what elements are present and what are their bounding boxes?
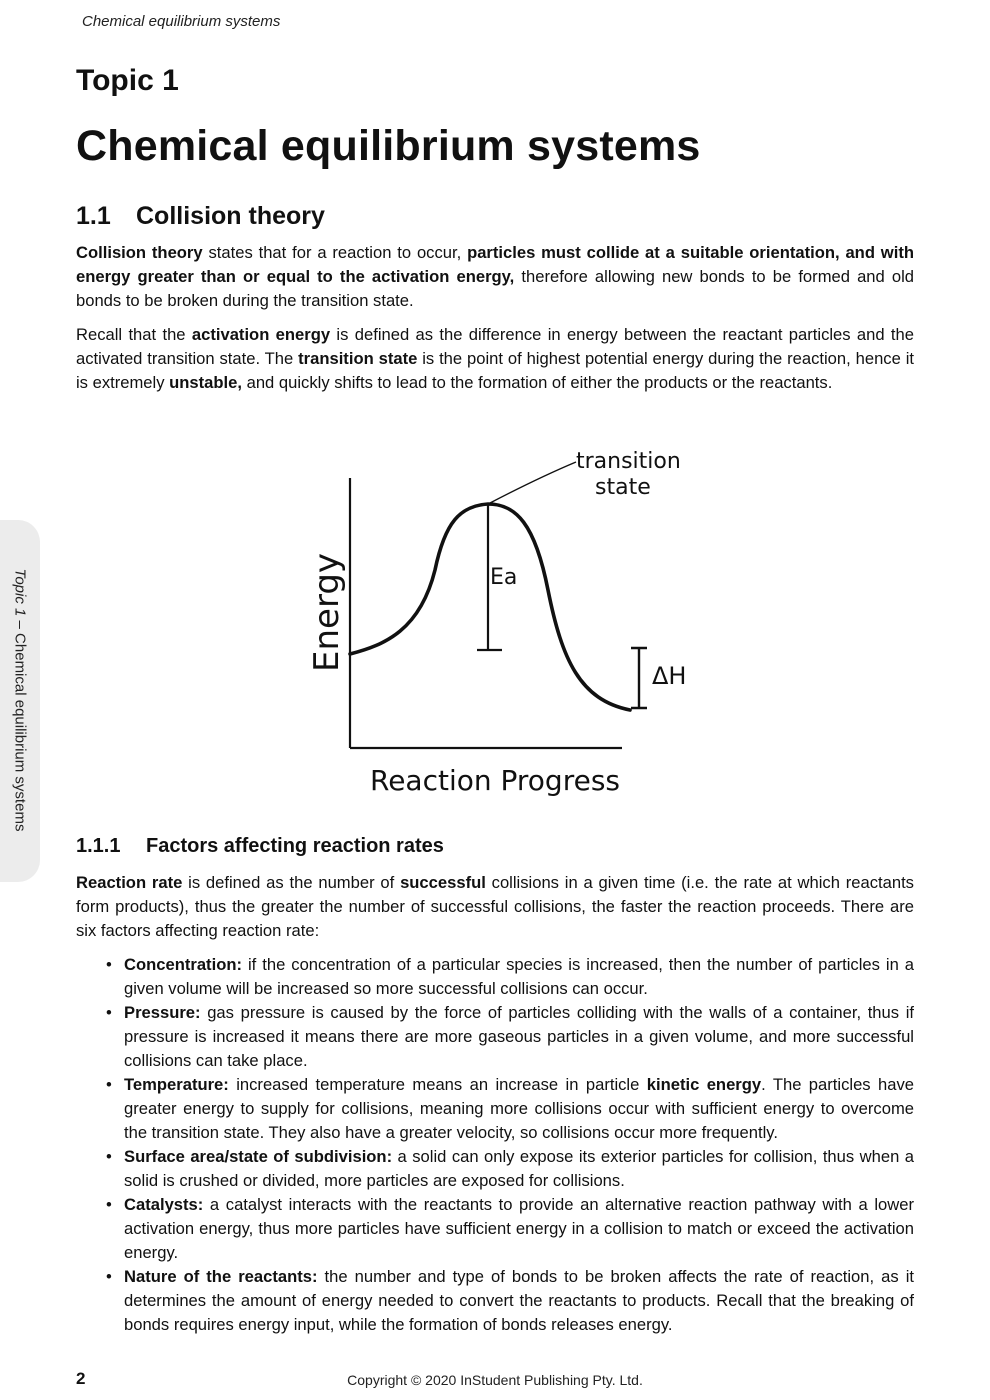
bullet-icon: • bbox=[106, 1267, 112, 1286]
x-axis-label: Reaction Progress bbox=[370, 764, 621, 797]
list-item: • Nature of the reactants: the number and type of bonds to be broken affects the rate of reaction, as it determines the amount of energy needed to convert the reactants to products. Recall that the breaking of bonds requires energy input, while the formation of bonds releases energy. bbox=[106, 1267, 914, 1334]
bold-term: Reaction rate bbox=[76, 873, 183, 892]
factor-term: Catalysts: bbox=[124, 1195, 204, 1214]
bold-term: kinetic energy bbox=[646, 1075, 762, 1094]
ea-label: Ea bbox=[490, 565, 518, 590]
collision-theory-paragraph: Collision theory states that for a reaction to occur, particles must collide at a suitable orientation, and with energy greater than or equal to the activation energy, therefore allowing new bonds to be formed and old bonds to be broken during the transition state. bbox=[76, 243, 915, 310]
running-header: Chemical equilibrium systems bbox=[82, 13, 281, 30]
bold-term: Collision theory bbox=[76, 243, 203, 262]
bullet-icon: • bbox=[106, 1003, 112, 1022]
bold-term: activation energy bbox=[191, 325, 331, 344]
energy-curve bbox=[350, 504, 630, 710]
side-tab-label: Topic 1 – Chemical equilibrium systems bbox=[11, 568, 29, 832]
subsection-number: 1.1.1 bbox=[76, 835, 121, 857]
factor-term: Temperature: bbox=[124, 1075, 229, 1094]
delta-h-bracket bbox=[631, 648, 647, 708]
section-title: Collision theory bbox=[136, 202, 325, 230]
bold-term: successful bbox=[400, 873, 486, 892]
factor-list bbox=[106, 953, 914, 1337]
energy-profile-diagram bbox=[290, 440, 710, 810]
transition-state-label-line1: transition bbox=[576, 449, 681, 474]
section-heading bbox=[76, 202, 325, 231]
factor-term: Concentration: bbox=[124, 955, 242, 974]
delta-h-label: ΔH bbox=[652, 662, 687, 690]
bullet-icon: • bbox=[106, 1147, 112, 1166]
page-number: 2 bbox=[76, 1369, 86, 1388]
topic-label: Topic 1 bbox=[76, 64, 179, 97]
factor-term: Surface area/state of subdivision: bbox=[124, 1147, 393, 1166]
subsection-title: Factors affecting reaction rates bbox=[146, 835, 444, 857]
transition-state-pointer bbox=[490, 462, 576, 503]
bullet-icon: • bbox=[106, 1075, 112, 1094]
factor-term: Nature of the reactants: bbox=[124, 1267, 318, 1286]
bold-term: unstable, bbox=[169, 373, 242, 392]
subsection-heading bbox=[76, 835, 444, 858]
list-item: • Surface area/state of subdivision: a solid can only expose its exterior particles for collision, thus when a solid is crushed or divided, more particles are exposed for collisions. bbox=[106, 1147, 914, 1190]
section-number: 1.1 bbox=[76, 202, 111, 230]
chapter-title: Chemical equilibrium systems bbox=[76, 122, 701, 170]
activation-energy-paragraph: Recall that the activation energy is defined as the difference in energy between the reactant particles and the activated transition state. The transition state is the point of highest potential energy during the reaction, hence it is extremely unstable, and quickly shifts to lead to the formation of either the products or the reactants. bbox=[76, 325, 915, 392]
bullet-icon: • bbox=[106, 955, 112, 974]
list-item: • Concentration: if the concentration of a particular species is increased, then the number of particles in a given volume will be increased so more successful collisions can occur. bbox=[106, 955, 914, 998]
transition-state-label-line2: state bbox=[595, 475, 651, 500]
y-axis-label: Energy bbox=[307, 552, 347, 672]
reaction-rate-paragraph: Reaction rate is defined as the number of successful collisions in a given time (i.e. the rate at which reactants form products), thus the greater the number of successful collisions, the faster the reaction proceeds. There are six factors affecting reaction rate: bbox=[76, 873, 914, 940]
bold-phrase: particles must collide at a suitable orientation, and with energy greater than or equal to the activation energy, bbox=[76, 243, 914, 286]
bullet-icon: • bbox=[106, 1195, 112, 1214]
list-item: • Temperature: increased temperature means an increase in particle kinetic energy. The particles have greater energy to supply for collisions, meaning more collisions occur with sufficient energy to overcome the transition state. They also have a greater velocity, so collisions occur more frequently. bbox=[106, 1075, 914, 1142]
list-item: • Pressure: gas pressure is caused by the force of particles colliding with the walls of a container, thus if pressure is increased it means there are more gaseous particles in a given volume, and more successful collisions can take place. bbox=[106, 1003, 914, 1070]
bold-term: transition state bbox=[298, 349, 418, 368]
list-item: • Catalysts: a catalyst interacts with the reactants to provide an alternative reaction pathway with a lower activation energy, thus more particles have sufficient energy in a collision to match or exceed the activation energy. bbox=[106, 1195, 914, 1262]
copyright-notice: Copyright © 2020 InStudent Publishing Pty. Ltd. bbox=[347, 1372, 643, 1388]
factor-term: Pressure: bbox=[124, 1003, 201, 1022]
